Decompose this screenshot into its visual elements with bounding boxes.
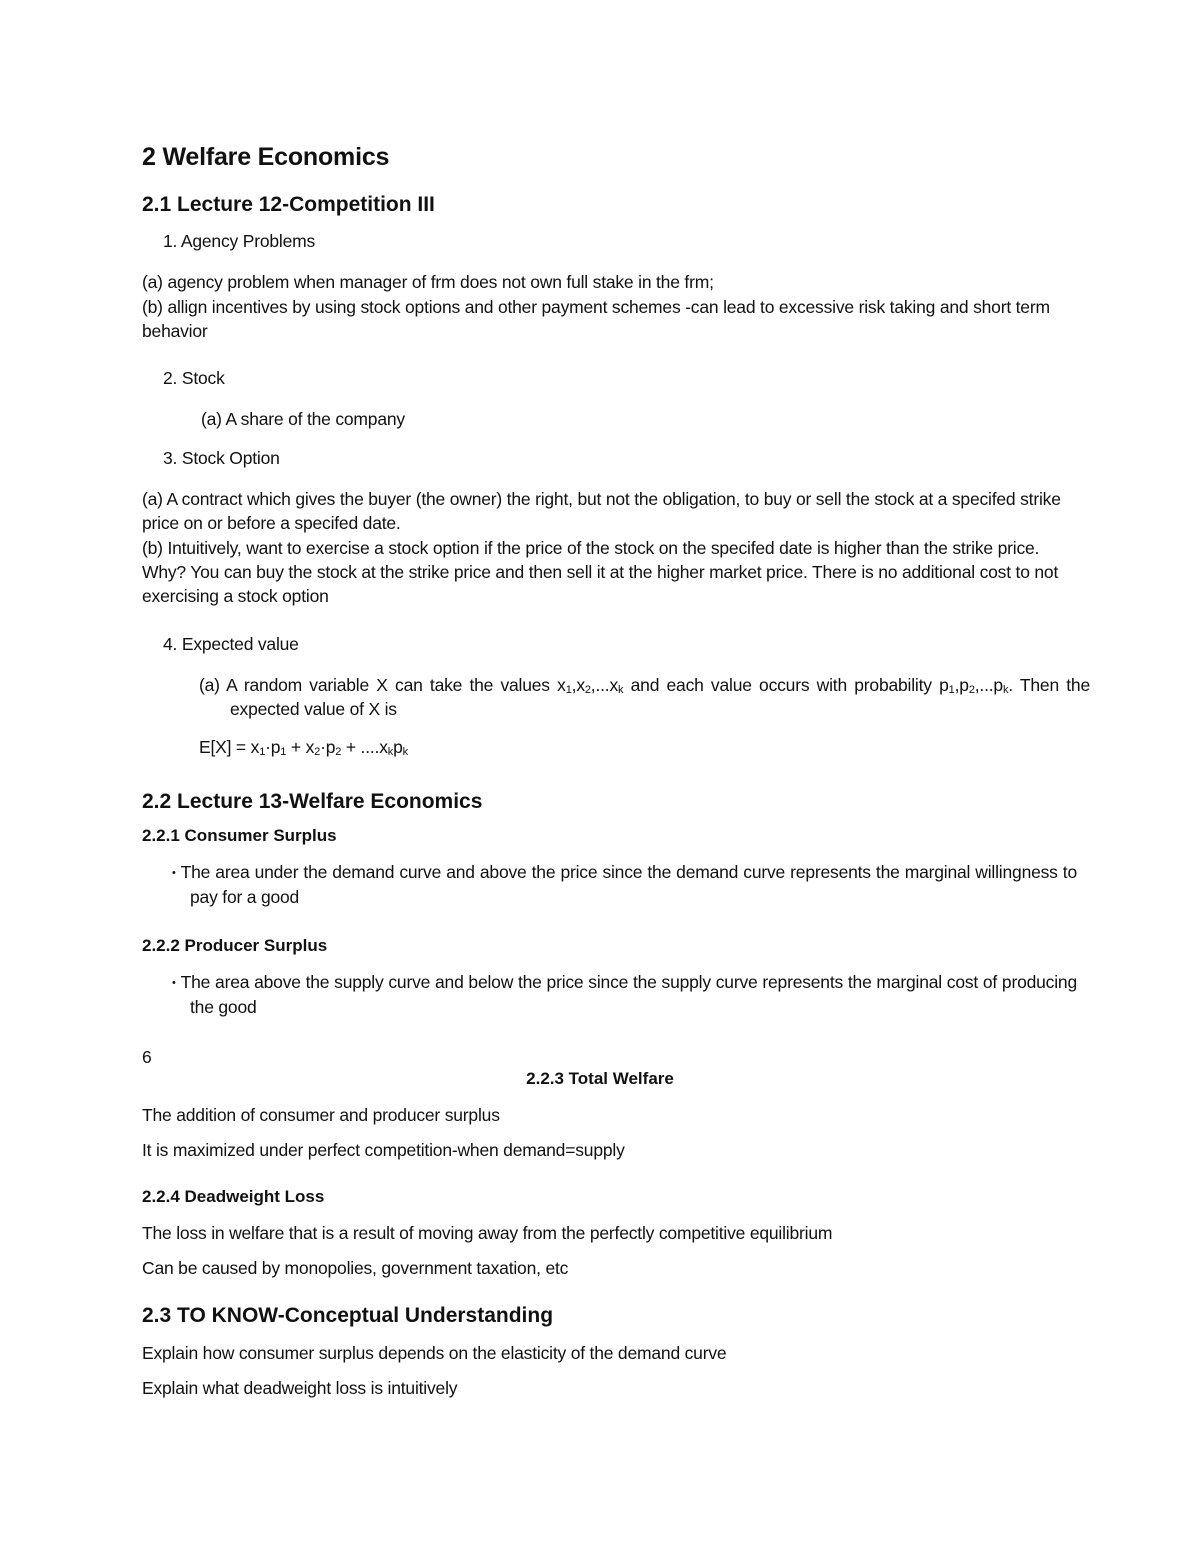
paragraph-stock-option-b: (b) Intuitively, want to exercise a stock option if the price of the stock on the specifed date is higher than the strike price. Why? You can buy the stock at the strike price and then sell it at the higher market price. There is no additional cost to not exercising a stock option (142, 538, 1059, 606)
bullet-icon: • (172, 977, 176, 989)
lecture12-heading: 2.1 Lecture 12-Competition III (142, 193, 435, 216)
paragraph-expected-value-a: (a) A random variable X can take the values $x_1,x_2,...x_k$ and each value occurs with probability $p_1,p_2,...p_k$. Then the expected value of X is (199, 675, 1090, 719)
value-list-x: $x_1,x_2,...x_k$ (557, 675, 624, 696)
producer-surplus-bullet: • The area above the supply curve and below the price since the supply curve represents the marginal cost of producing the good (172, 972, 1077, 1017)
paragraph-stock-a: (a) A share of the company (201, 409, 405, 429)
to-know-line-2: Explain what deadweight loss is intuitively (142, 1378, 458, 1398)
to-know-line-1: Explain how consumer surplus depends on the elasticity of the demand curve (142, 1343, 727, 1363)
probability-list-p: $p_1,p_2,...p_k$ (939, 675, 1009, 696)
lecture13-heading: 2.2 Lecture 13-Welfare Economics (142, 790, 483, 813)
consumer-surplus-bullet: • The area under the demand curve and above the price since the demand curve represents the marginal willingness to pay for a good (172, 862, 1077, 907)
page-number: 6 (142, 1047, 152, 1067)
list-item-stock: 2. Stock (163, 368, 225, 388)
total-welfare-line-1: The addition of consumer and producer surplus (142, 1105, 500, 1125)
list-item-stock-option: 3. Stock Option (163, 448, 280, 468)
consumer-surplus-heading: 2.2.1 Consumer Surplus (142, 826, 337, 845)
total-welfare-heading: 2.2.3 Total Welfare (526, 1069, 674, 1088)
paragraph-agency-a: (a) agency problem when manager of frm does not own full stake in the frm; (142, 272, 714, 292)
deadweight-loss-line-1: The loss in welfare that is a result of moving away from the perfectly competitive equilibrium (142, 1223, 833, 1243)
to-know-heading: 2.3 TO KNOW-Conceptual Understanding (142, 1304, 554, 1327)
paragraph-agency-b: (b) allign incentives by using stock options and other payment schemes -can lead to excessive risk taking and short term behavior (142, 297, 1050, 341)
expected-value-formula: $E[X] = x_1\cdot p_1 + x_2\cdot p_2 + ....x_kp_k$ (199, 737, 408, 758)
deadweight-loss-heading: 2.2.4 Deadweight Loss (142, 1187, 325, 1206)
section-title: 2 Welfare Economics (142, 143, 390, 171)
bullet-icon: • (172, 867, 176, 879)
producer-surplus-heading: 2.2.2 Producer Surplus (142, 936, 328, 955)
list-item-expected-value: 4. Expected value (163, 634, 299, 654)
deadweight-loss-line-2: Can be caused by monopolies, government taxation, etc (142, 1258, 569, 1278)
paragraph-stock-option-a: (a) A contract which gives the buyer (the owner) the right, but not the obligation, to buy or sell the stock at a specifed strike price on or before a specifed date. (142, 489, 1061, 533)
total-welfare-line-2: It is maximized under perfect competition-when demand=supply (142, 1140, 625, 1160)
list-item-agency-problems: 1. Agency Problems (163, 231, 316, 251)
